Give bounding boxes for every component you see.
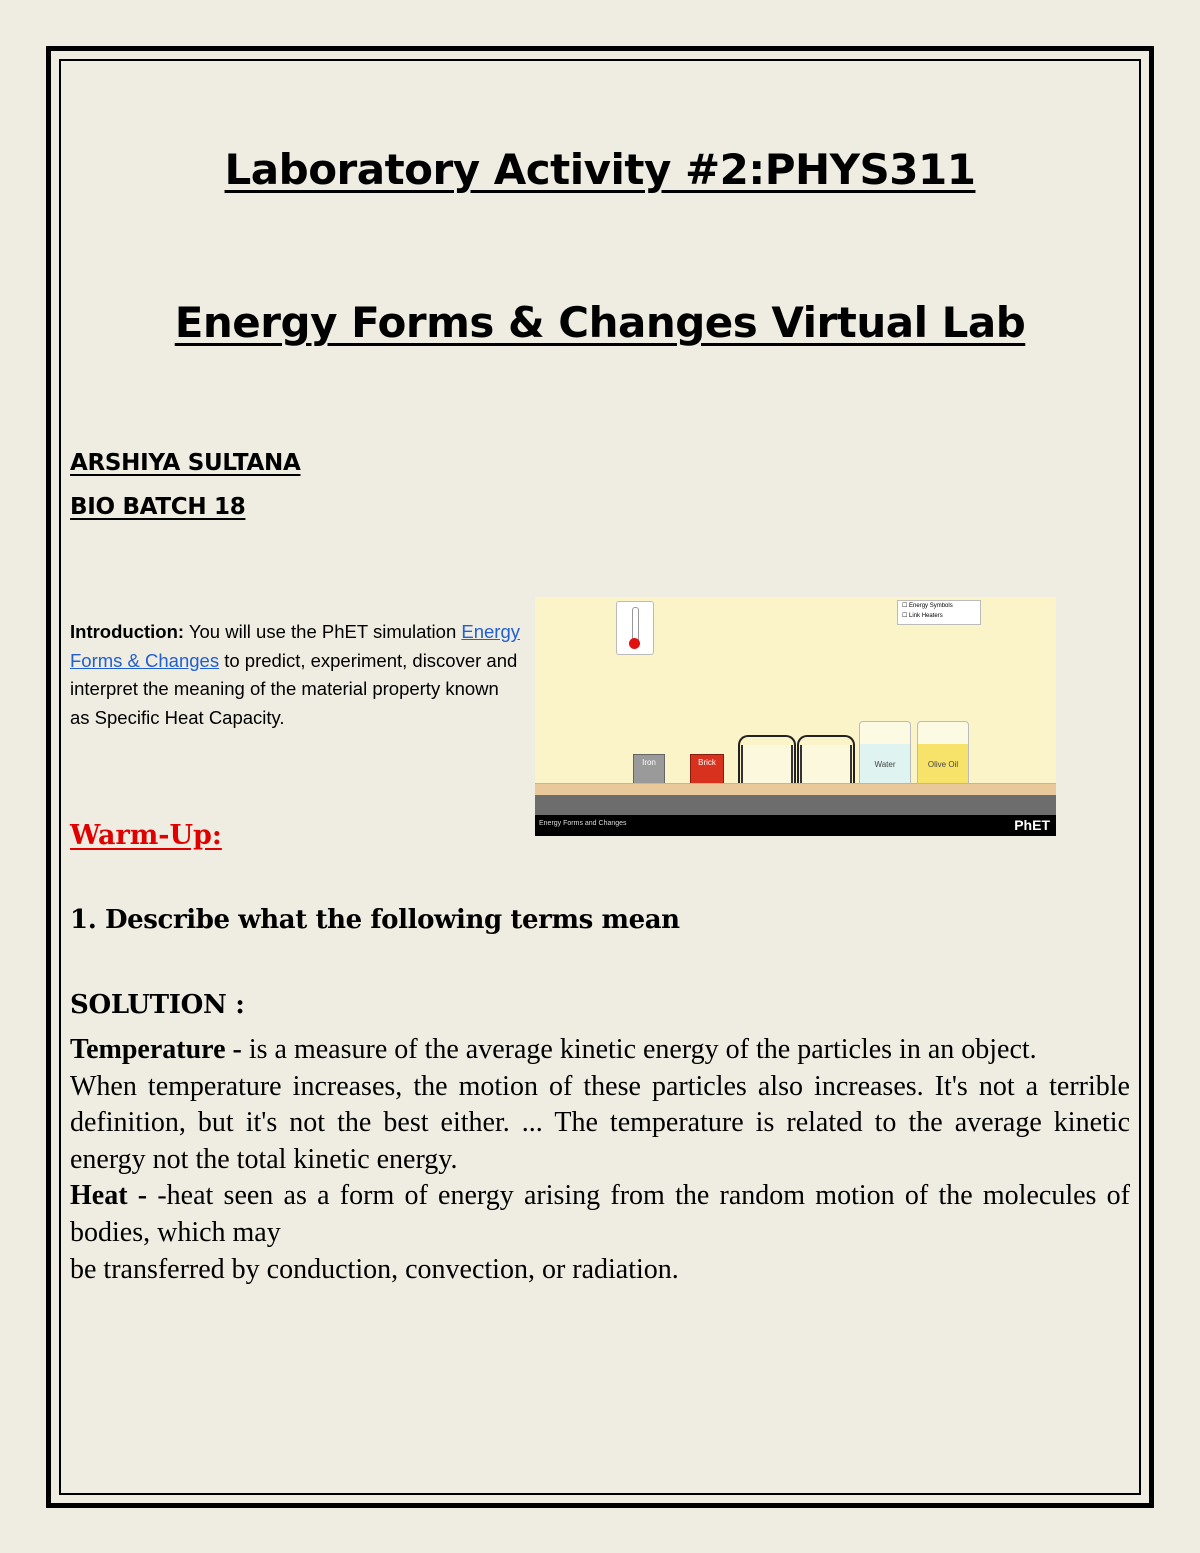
warmup-heading: Warm-Up: [70, 820, 222, 851]
temperature-definition: Temperature - is a measure of the average kinetic energy of the particles in an object. [70, 1034, 1037, 1065]
answers-body [70, 1032, 1130, 1288]
heat-term: Heat - [70, 1180, 148, 1212]
author-name: ARSHIYA SULTANA [70, 450, 301, 476]
energy-symbols-checkbox: ☐ Energy Symbols [902, 603, 953, 609]
introduction-text-2: to predict, experiment, discover and interpret the meaning of the material property known as Specific Heat Capacity. [70, 649, 518, 728]
phet-simulation-link[interactable]: Energy Forms & Changes [70, 621, 521, 671]
sim-title: Energy Forms and Changes [539, 820, 627, 827]
solution-label: SOLUTION : [70, 990, 245, 1020]
sim-toolbar [535, 795, 1056, 815]
question-1: 1. Describe what the following terms mean [70, 905, 680, 935]
introduction-paragraph [70, 618, 520, 732]
iron-block: Iron [633, 754, 665, 786]
beaker-2 [800, 745, 852, 787]
phet-logo: PhET [1014, 817, 1050, 833]
options-panel [897, 600, 981, 625]
author-batch: BIO BATCH 18 [70, 494, 246, 520]
document-title: Laboratory Activity #2:PHYS311 [224, 145, 976, 194]
water-jar: Water [859, 721, 911, 789]
temperature-explanation: When temperature increases, the motion of these particles also increases. It's not a terrible definition, but it's not the best either. ... The temperature is related to the average kinetic energy not the total kinetic energy. [70, 1070, 1130, 1175]
heat-explanation: be transferred by conduction, convection, or radiation. [70, 1253, 679, 1285]
thermometer-icon [616, 601, 654, 655]
temperature-term: Temperature - [70, 1034, 242, 1065]
introduction-text-1: You will use the PhET simulation [184, 621, 462, 642]
brick-block: Brick [690, 754, 724, 786]
beaker-1 [741, 745, 793, 787]
link-heaters-checkbox: ☐ Link Heaters [902, 613, 943, 619]
heat-definition: Heat - -heat seen as a form of energy arising from the random motion of the molecules of bodies, which may [70, 1180, 1130, 1248]
introduction-label: Introduction: [70, 621, 185, 642]
document-subtitle: Energy Forms & Changes Virtual Lab [174, 298, 1026, 347]
simulation-screenshot [535, 597, 1056, 836]
olive-oil-jar: Olive Oil [917, 721, 969, 789]
sim-navbar [535, 815, 1056, 836]
